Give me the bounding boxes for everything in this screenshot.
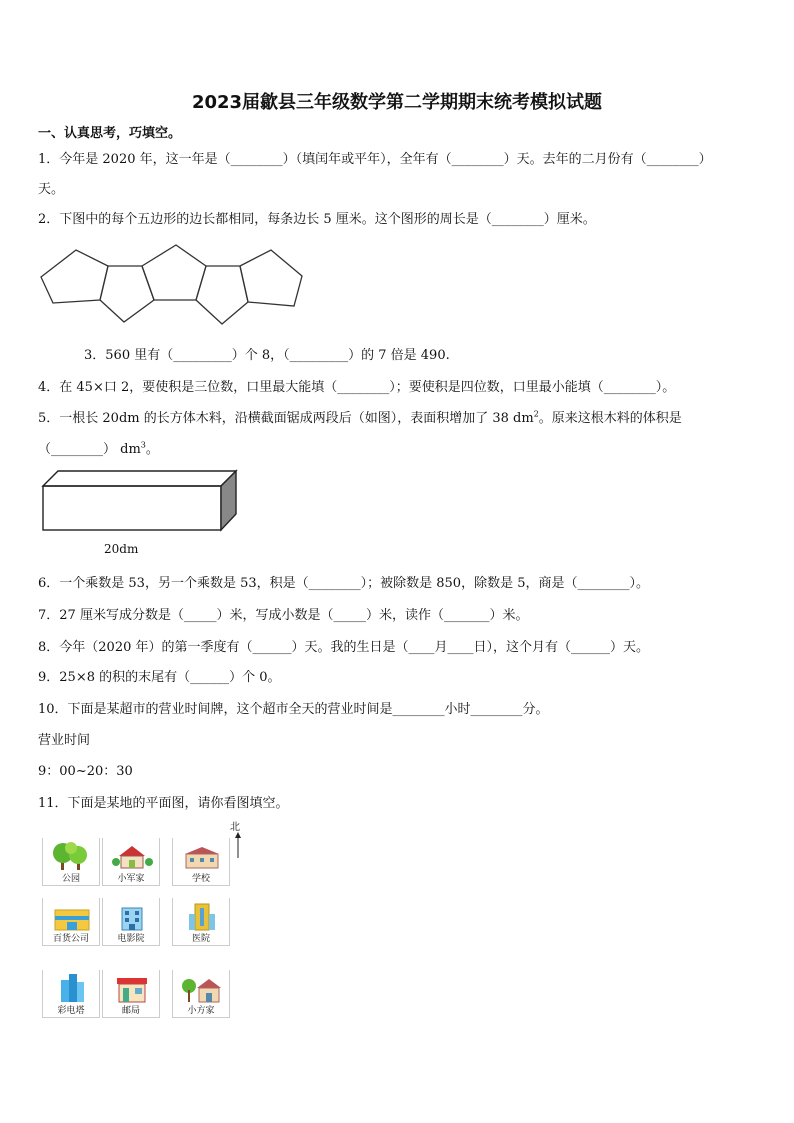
cinema-icon xyxy=(111,902,153,932)
q5-text-a: 5．一根长 20dm 的长方体木料，沿横截面锯成两段后（如图），表面积增加了 38 dm xyxy=(38,411,534,426)
pentagon-5 xyxy=(240,250,302,306)
q5-sup-cubed: 3 xyxy=(140,440,146,450)
map-cell-xiaojun-home xyxy=(102,838,160,886)
q5-sup-squared: 2 xyxy=(533,409,539,419)
q5-text-c: （________） dm xyxy=(38,442,141,457)
tv-tower-icon xyxy=(51,974,93,1004)
question-4: 4．在 45×口 2，要使积是三位数，口里最大能填（________）；要使积是四位数，口里最小能填（________）。 xyxy=(38,380,676,395)
question-11: 11．下面是某地的平面图，请你看图填空。 xyxy=(38,796,289,811)
cell-label-xiaofang-home: 小方家 xyxy=(187,1006,215,1016)
question-9: 9．25×8 的积的末尾有（______）个 0。 xyxy=(38,670,281,685)
map-cell-cinema xyxy=(102,898,160,946)
pentagon-4 xyxy=(196,266,248,324)
map-cell-tv-tower xyxy=(42,970,100,1018)
question-2: 2．下图中的每个五边形的边长都相同，每条边长 5 厘米。这个图形的周长是（________）厘米。 xyxy=(38,212,596,227)
business-hours-title: 营业时间 xyxy=(38,733,91,748)
map-cell-xiaofang-home xyxy=(172,970,230,1018)
q5-text-d: 。 xyxy=(145,442,159,457)
pentagon-1 xyxy=(41,250,108,303)
pentagon-3 xyxy=(142,245,206,300)
cell-label-xiaojun-home: 小军家 xyxy=(117,874,145,884)
post-office-icon xyxy=(111,974,153,1004)
cell-label-hospital: 医院 xyxy=(191,934,210,944)
page-title: 2023届歙县三年级数学第二学期期末统考模拟试题 xyxy=(191,92,603,113)
question-7: 7．27 厘米写成分数是（_____）米，写成小数是（_____）米，读作（_______）米。 xyxy=(38,608,529,623)
cell-label-tv-tower: 彩电塔 xyxy=(57,1006,85,1016)
cell-label-post-office: 邮局 xyxy=(121,1006,140,1016)
cell-label-department-store: 百货公司 xyxy=(52,934,89,944)
section-heading: 一、认真思考，巧填空。 xyxy=(38,126,182,141)
question-6: 6．一个乘数是 53，另一个乘数是 53，积是（________）；被除数是 850，除数是 5，商是（________）。 xyxy=(38,576,649,591)
map-cell-hospital xyxy=(172,898,230,946)
park-icon xyxy=(51,842,93,872)
map-cell-department-store xyxy=(42,898,100,946)
department-store-icon xyxy=(51,902,93,932)
business-hours-value: 9：00~20：30 xyxy=(38,764,133,779)
pentagon-chain-figure xyxy=(36,240,326,340)
map-cell-post-office xyxy=(102,970,160,1018)
north-arrow-icon xyxy=(233,832,243,860)
question-8: 8．今年（2020 年）的第一季度有（______）天。我的生日是（____月____日），这个月有（______）天。 xyxy=(38,640,649,655)
question-3: 3．560 里有（_________）个 8，（_________）的 7 倍是 490. xyxy=(84,348,450,363)
cell-label-school: 学校 xyxy=(191,874,210,884)
cuboid-figure xyxy=(40,468,250,538)
question-5-line-2 xyxy=(38,438,159,457)
question-1-line-2: 天。 xyxy=(38,182,65,197)
question-1-line-1: 1．今年是 2020 年，这一年是（________）（填闰年或平年），全年有（________）天。去年的二月份有（________） xyxy=(38,152,712,167)
question-10-line-1: 10．下面是某超市的营业时间牌，这个超市全天的营业时间是________小时________分。 xyxy=(38,702,549,717)
school-icon xyxy=(181,842,223,872)
house-with-tree-icon xyxy=(181,974,223,1004)
question-5-line-1 xyxy=(38,407,682,426)
hospital-icon xyxy=(181,902,223,932)
cell-label-park: 公园 xyxy=(61,874,80,884)
map-cell-school xyxy=(172,838,230,886)
q5-text-b: 。原来这根木料的体积是 xyxy=(538,411,682,426)
north-label: 北 xyxy=(230,822,240,833)
house-icon xyxy=(111,842,153,872)
cuboid-length-label: 20dm xyxy=(104,542,139,556)
pentagon-2 xyxy=(100,266,154,322)
cell-label-cinema: 电影院 xyxy=(117,934,145,944)
map-cell-park xyxy=(42,838,100,886)
